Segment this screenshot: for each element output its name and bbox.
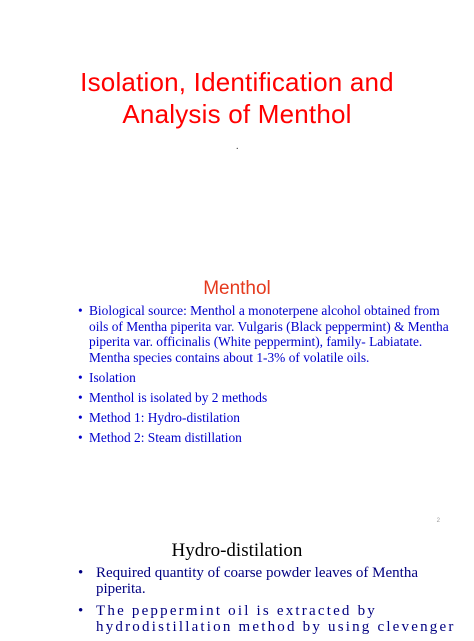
stray-dot: . <box>236 141 239 152</box>
title-line-2: Analysis of Menthol <box>122 99 352 129</box>
bullet-biological-source: • Biological source: Menthol a monoterpene alcohol obtained from oils of Mentha piperita var. Vulgaris (Black peppermint) & Mentha piperita var. officinalis (White peppermint), family- Labiatate. Mentha species contains about 1-3% of volatile oils. <box>78 303 450 365</box>
slide-title-heading <box>20 66 454 130</box>
title-line-1: Isolation, Identification and <box>80 67 394 97</box>
bullet-isolation: • Isolation <box>78 370 450 386</box>
page-number: 2 <box>436 518 440 524</box>
bullet-method-2: • Method 2: Steam distillation <box>78 430 450 446</box>
bullet-isolation-methods: • Menthol is isolated by 2 methods <box>78 390 450 406</box>
hydro-bullet-list <box>78 565 458 641</box>
hydro-distillation-heading: Hydro-distilation <box>171 540 303 561</box>
bullet-method-1: • Method 1: Hydro-distilation <box>78 410 450 426</box>
bullet-hydrodistillation: • The peppermint oil is extracted by hydrodistillation method by using clevenger <box>78 603 458 635</box>
menthol-bullet-list <box>78 303 450 450</box>
bullet-coarse-powder: • Required quantity of coarse powder leaves of Mentha piperita. <box>78 565 458 597</box>
menthol-heading: Menthol <box>203 278 271 299</box>
slide-title <box>0 0 474 262</box>
